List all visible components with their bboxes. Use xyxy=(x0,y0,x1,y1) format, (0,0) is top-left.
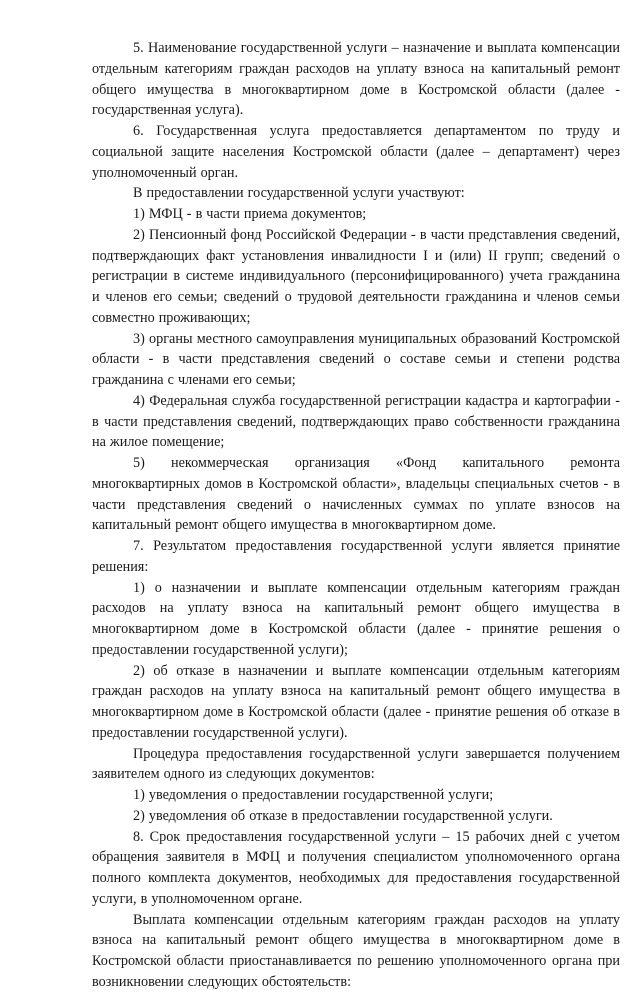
paragraph-payment-suspension: Выплата компенсации отдельным категориям граждан расходов на уплату взноса на капитальный ремонт общего имущества в многоквартирном доме в Костромской области приостанавливается по решению уполномоченного органа при возникновении следующих обстоятельств: xyxy=(92,911,620,990)
paragraph-service-result: 7. Результатом предоставления государственной услуги является принятие решения: xyxy=(92,538,620,575)
paragraph-service-provider: 6. Государственная услуга предоставляется департаментом по труду и социальной защите населения Костромской области (далее – департамент) через уполномоченный орган. xyxy=(92,123,620,181)
list-item-pension-fund: 2) Пенсионный фонд Российской Федерации - в части представления сведений, подтверждающих факт установления инвалидности I и (или) II групп; сведений о регистрации в системе индивидуального (персонифицированного) учета гражданина и членов его семьи; сведений о трудовой деятельности гражданина и членов семьи совместно проживающих; xyxy=(92,226,620,326)
paragraph-service-name: 5. Наименование государственной услуги – назначение и выплата компенсации отдельным категориям граждан расходов на уплату взноса на капитальный ремонт общего имущества в многоквартирном доме в Костромской области (далее - государственная услуга). xyxy=(92,40,620,119)
list-item-decision-grant: 1) о назначении и выплате компенсации отдельным категориям граждан расходов на уплату взноса на капитальный ремонт общего имущества в многоквартирном доме в Костромской области (далее - принятие решения о предоставлении государственной услуги); xyxy=(92,579,620,658)
list-item-notice-grant: 1) уведомления о предоставлении государственной услуги; xyxy=(133,787,494,803)
paragraph-procedure-completion: Процедура предоставления государственной услуги завершается получением заявителем одного из следующих документов: xyxy=(92,745,620,783)
list-item-rosreestr: 4) Федеральная служба государственной регистрации кадастра и картографии - в части представления сведений, подтверждающих право собственности гражданина на жилое помещение; xyxy=(92,392,620,451)
list-item-mfc: 1) МФЦ - в части приема документов; xyxy=(133,206,367,222)
list-item-decision-refusal: 2) об отказе в назначении и выплате компенсации отдельным категориям граждан расходов на уплату взноса на капитальный ремонт общего имущества в многоквартирном доме в Костромской области (далее - принятие решения об отказе в предоставлении государственной услуги). xyxy=(92,662,620,741)
list-item-local-government: 3) органы местного самоуправления муниципальных образований Костромской области - в части представления сведений о составе семьи и степени родства гражданина с членами его семьи; xyxy=(92,330,620,388)
list-item-repair-fund: 5) некоммерческая организация «Фонд капитального ремонта многоквартирных домов в Костромской области», владельцы специальных счетов - в части представления сведений о начисленных суммах по уплате взносов на капитальный ремонт общего имущества в многоквартирном доме. xyxy=(92,455,620,534)
document-body xyxy=(92,38,620,993)
paragraph-participants-intro: В предоставлении государственной услуги участвуют: xyxy=(133,185,465,202)
list-item-notice-refusal: 2) уведомления об отказе в предоставлении государственной услуги. xyxy=(133,807,553,824)
paragraph-service-term: 8. Срок предоставления государственной услуги – 15 рабочих дней с учетом обращения заявителя в МФЦ и получения специалистом уполномоченного органа полного комплекта документов, необходимых для предоставления государственной услуги, в уполномоченном органе. xyxy=(92,828,620,907)
